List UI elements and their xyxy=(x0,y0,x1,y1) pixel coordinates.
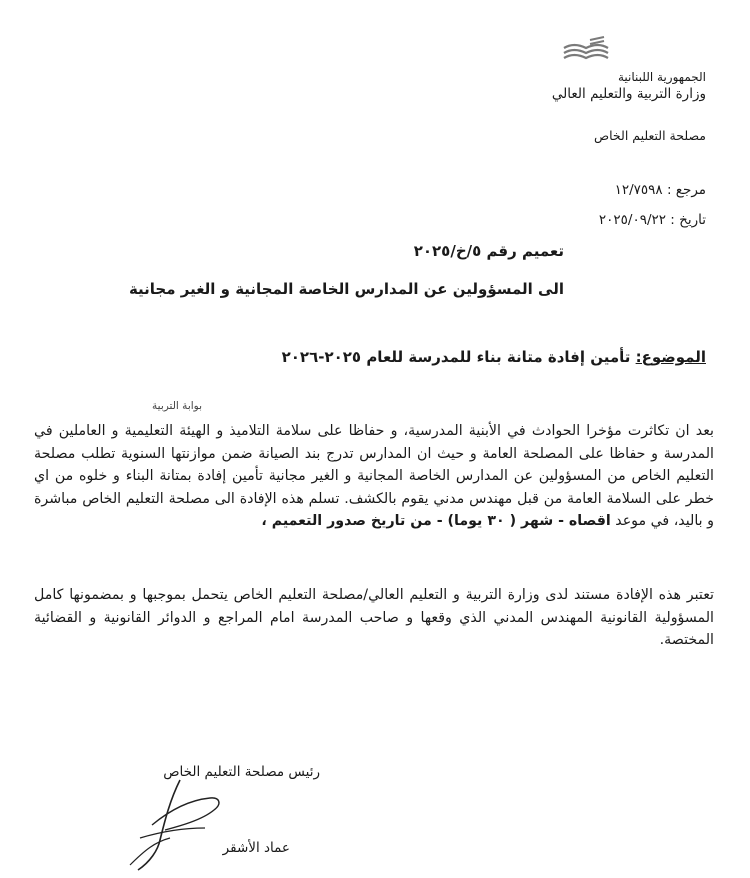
ministry-book-logo-icon xyxy=(560,36,612,66)
document-date: تاريخ : ٢٠٢٥/٠٩/٢٢ xyxy=(598,212,706,228)
signatory-name: عماد الأشقر xyxy=(222,840,290,856)
subject-line xyxy=(282,348,706,366)
paragraph-1-text: بعد ان تكاثرت مؤخرا الحوادث في الأبنية المدرسية، و حفاظا على سلامة التلاميذ و الهيئة التعليمية و العاملين في المدرسة و حفاظا على المصلحة العامة و حيث ان المدارس تدرج بند الصيانة ضمن موازنتها السنوية تطلب مصلحة التعليم الخاص من المسؤولين عن المدارس الخاصة المجانية و الغير مجانية تأمين إفادة بمتانة البناء و خلوه من اي خطر على السلامة العامة من قبل مهندس مدني يقوم بالكشف. تسلم هذه الإفادة الى مصلحة التعليم الخاص مباشرة و باليد، في موعد xyxy=(34,423,714,529)
addressee-line: الى المسؤولين عن المدارس الخاصة المجانية و الغير مجانية xyxy=(128,280,564,298)
reference-number: مرجع : ١٢/٧٥٩٨ xyxy=(614,182,706,198)
ministry-name: وزارة التربية والتعليم العالي xyxy=(551,86,706,102)
subject-text: تأمين إفادة متانة بناء للمدرسة للعام ٢٠٢٥-٢٠٢٦ xyxy=(281,348,636,366)
paragraph-1-deadline: اقصاه - شهر ( ٣٠ يوما) - من تاريخ صدور التعميم ، xyxy=(261,513,611,529)
republic-name: الجمهورية اللبنانية xyxy=(617,70,706,84)
department-name: مصلحة التعليم الخاص xyxy=(594,128,706,143)
signatory-title: رئيس مصلحة التعليم الخاص xyxy=(163,764,320,780)
handwritten-signature xyxy=(110,770,260,875)
portal-watermark-note: بوابة التربية xyxy=(152,400,202,412)
body-paragraph-1 xyxy=(34,420,714,533)
body-paragraph-2: تعتبر هذه الإفادة مستند لدى وزارة التربية و التعليم العالي/مصلحة التعليم الخاص يتحمل بموجبها و بمضمونها كامل المسؤولية القانونية المهندس المدني الذي وقعها و صاحب المدرسة امام المراجع و الدوائر القانونية و القضائية المختصة. xyxy=(34,587,714,648)
circular-title: تعميم رقم ٥/خ/٢٠٢٥ xyxy=(413,242,564,260)
subject-label: الموضوع: xyxy=(635,348,706,366)
